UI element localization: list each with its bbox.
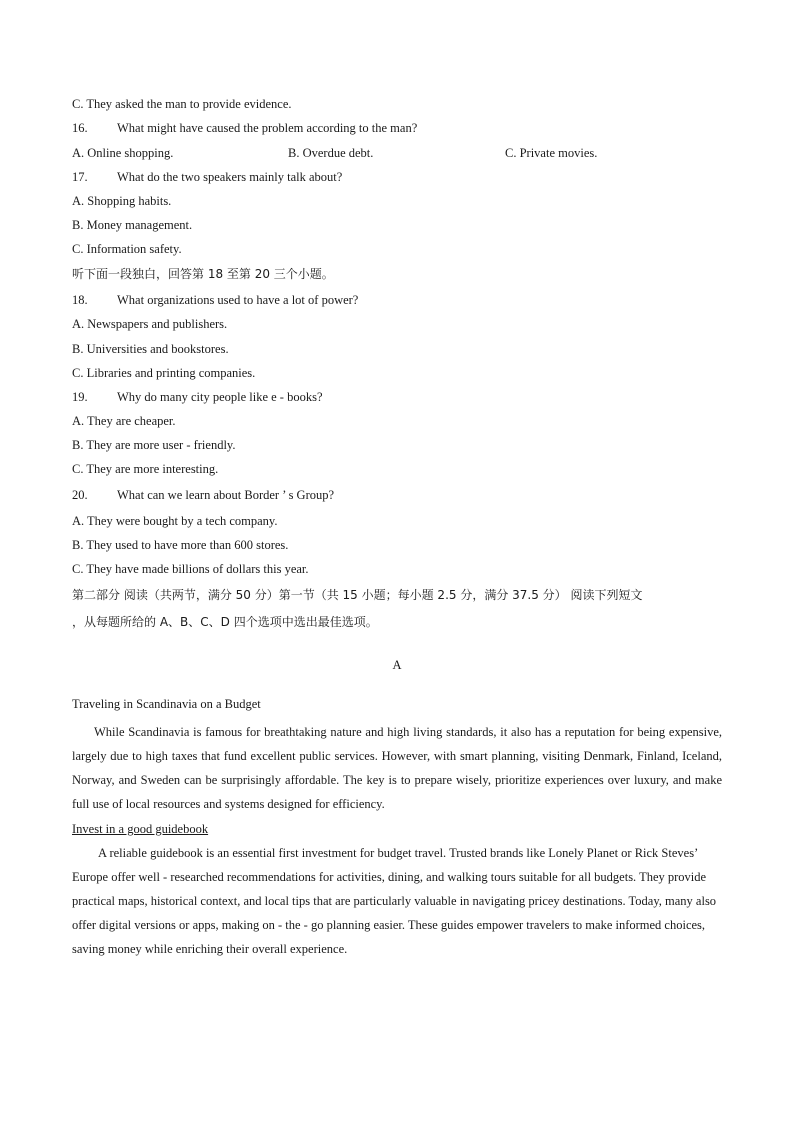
q19-stem: Why do many city people like e - books? bbox=[117, 390, 323, 404]
q20-number: 20. bbox=[72, 488, 88, 502]
q17-stem: What do the two speakers mainly talk about? bbox=[117, 170, 343, 184]
q20-stem: What can we learn about Border ’ s Group? bbox=[117, 488, 335, 502]
passage-letter: A bbox=[392, 658, 402, 672]
passage-paragraph-1: While Scandinavia is famous for breathtaking nature and high living standards, it also has a reputation for being expensive, largely due to high taxes that fund excellent public services. However, with smart planning, visiting Denmark, Finland, Iceland, Norway, and Sweden can be surprisingly affordable. The key is to prepare wisely, prioritize experiences over luxury, and make full use of local resources and systems designed for efficiency. bbox=[72, 725, 722, 811]
q19-option-c: C. They are more interesting. bbox=[72, 462, 219, 476]
q19-number: 19. bbox=[72, 390, 88, 404]
q16-stem: What might have caused the problem according to the man? bbox=[117, 121, 418, 135]
q18-option-b: B. Universities and bookstores. bbox=[72, 342, 229, 356]
q15-option-c: C. They asked the man to provide evidence. bbox=[72, 97, 292, 111]
q16-number: 16. bbox=[72, 121, 88, 135]
q18-number: 18. bbox=[72, 293, 88, 307]
passage-paragraph-2: A reliable guidebook is an essential first investment for budget travel. Trusted brands like Lonely Planet or Rick Steves’ Europe offer well - researched recommendations for activities, dining, and walking tours suitable for all budgets. They provide practical maps, historical context, and local tips that are particularly valuable in navigating pricey destinations. Today, many also offer digital versions or apps, making on - the - go planning easier. These guides empower travelers to make informed choices, saving money while enriching their overall experience. bbox=[72, 846, 717, 956]
q19-option-a: A. They are cheaper. bbox=[72, 414, 176, 428]
q20-option-b: B. They used to have more than 600 stores. bbox=[72, 538, 289, 552]
q17-option-b: B. Money management. bbox=[72, 218, 193, 232]
q19-option-b: B. They are more user - friendly. bbox=[72, 438, 236, 452]
q17-number: 17. bbox=[72, 170, 88, 184]
q20-option-a: A. They were bought by a tech company. bbox=[72, 514, 278, 528]
q17-option-a: A. Shopping habits. bbox=[72, 194, 172, 208]
reading-section-header: 第二部分 阅读（共两节，满分 50 分）第一节（共 15 小题；每小题 2.5 分，满分 37.5 分） 阅读下列短文 bbox=[72, 588, 643, 602]
passage-subheading-guidebook: Invest in a good guidebook bbox=[72, 822, 209, 836]
q16-option-a: A. Online shopping. bbox=[72, 146, 174, 160]
reading-section-header-cont: ，从每题所给的 A、B、C、D 四个选项中选出最佳选项。 bbox=[72, 615, 378, 629]
q18-option-a: A. Newspapers and publishers. bbox=[72, 317, 228, 331]
q16-option-b: B. Overdue debt. bbox=[288, 146, 374, 160]
passage-title: Traveling in Scandinavia on a Budget bbox=[72, 697, 261, 711]
q20-option-c: C. They have made billions of dollars this year. bbox=[72, 562, 309, 576]
q16-option-c: C. Private movies. bbox=[505, 146, 598, 160]
listening-instruction: 听下面一段独白，回答第 18 至第 20 三个小题。 bbox=[72, 267, 334, 281]
q18-stem: What organizations used to have a lot of power? bbox=[117, 293, 359, 307]
q18-option-c: C. Libraries and printing companies. bbox=[72, 366, 256, 380]
q17-option-c: C. Information safety. bbox=[72, 242, 182, 256]
